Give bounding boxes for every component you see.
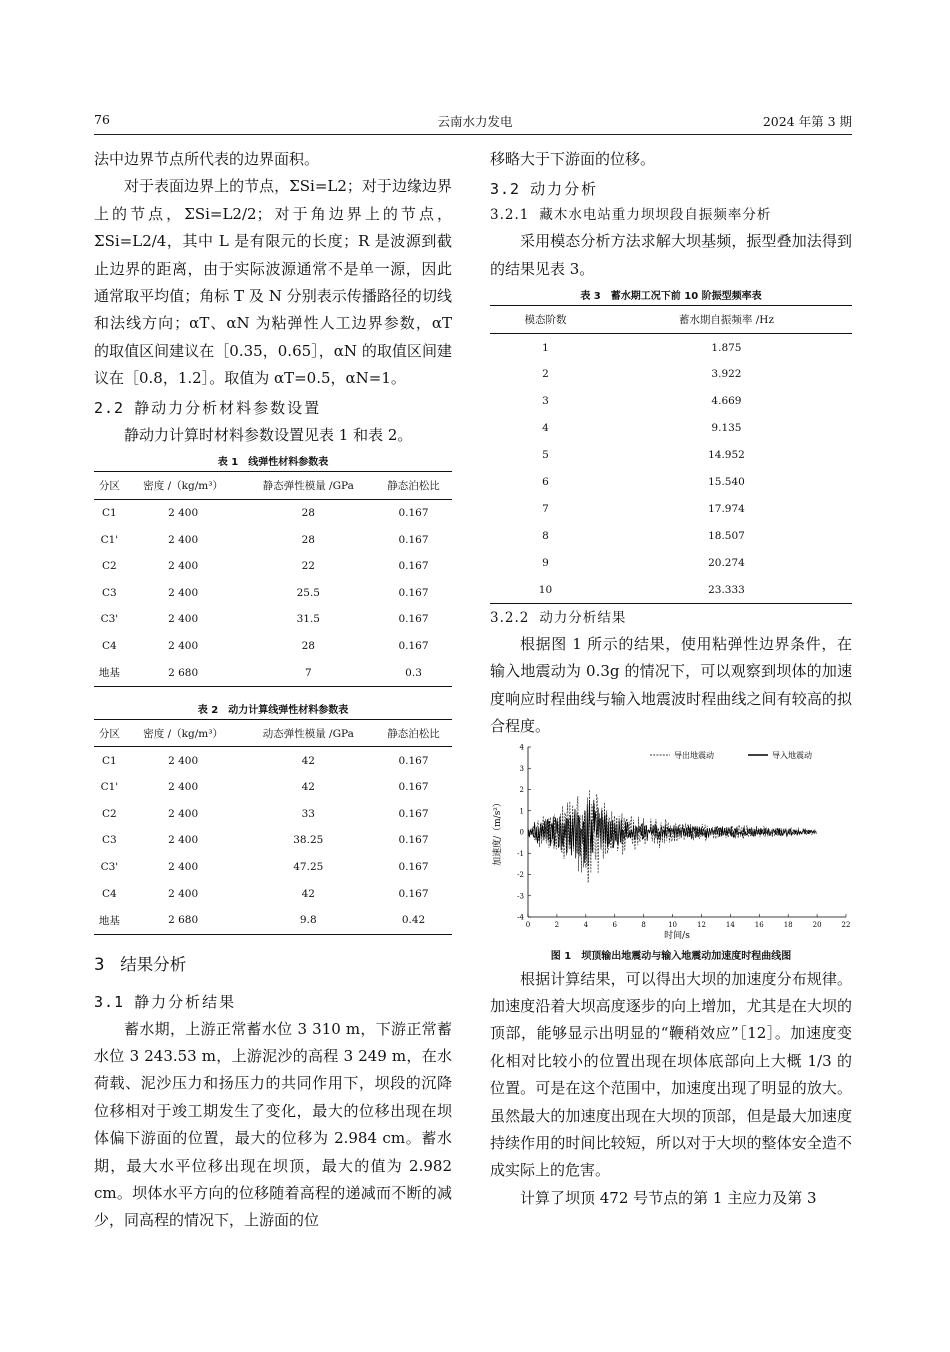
table-cell: C3' <box>100 861 119 874</box>
table-header-cell: 分区 <box>98 727 120 740</box>
section-heading-3-2-2 <box>490 606 852 631</box>
table-cell: C3 <box>102 834 117 847</box>
section-number: 3 <box>94 954 105 974</box>
table-cell: C4 <box>102 639 117 652</box>
table-header-cell: 密度 /（kg/m³） <box>143 727 223 740</box>
table-row <box>94 579 452 606</box>
table-row <box>94 499 452 526</box>
table-row <box>490 522 852 549</box>
table-cell: C2 <box>102 560 117 573</box>
section-title: 静动力分析材料参数设置 <box>134 398 322 417</box>
acceleration-time-chart <box>490 741 852 941</box>
table-cell: 1.875 <box>711 341 742 354</box>
paragraph: 根据图 1 所示的结果，使用粘弹性边界条件，在输入地震动为 0.3g 的情况下，可以观察到坝体的加速度响应时程曲线与输入地震波时程曲线之间有较高的拟合程度。 <box>490 635 852 736</box>
table-cell: 9.8 <box>299 914 317 927</box>
y-tick-label: -1 <box>517 849 524 858</box>
table-cell: 2 400 <box>168 506 199 519</box>
table-cell: 28 <box>301 506 315 519</box>
x-tick-label: 18 <box>783 920 793 929</box>
x-tick-label: 14 <box>725 920 735 929</box>
table-row <box>94 633 452 660</box>
table-cell: 18.507 <box>708 529 745 542</box>
table-cell: 8 <box>542 529 549 542</box>
table-cell: 0.167 <box>398 781 429 794</box>
table-cell: 15.540 <box>708 476 745 488</box>
table-cell: 31.5 <box>296 613 320 626</box>
x-tick-label: 4 <box>583 920 589 929</box>
table-row <box>490 495 852 522</box>
table-cell: 2 400 <box>168 613 199 626</box>
table-cell: 1 <box>542 341 549 354</box>
section-title: 结果分析 <box>120 954 187 974</box>
section-number: 3.2 <box>490 180 521 199</box>
table-cell: 3.922 <box>711 368 742 381</box>
table-header-cell: 密度 /（kg/m³） <box>143 479 223 492</box>
table-row <box>94 659 452 686</box>
issue-label: 2024 年第 3 期 <box>762 114 852 129</box>
table-2-caption: 表 2 动力计算线弹性材料参数表 <box>197 704 349 716</box>
table-cell: C2 <box>102 807 117 820</box>
table-cell: 2 680 <box>168 666 199 679</box>
section-title: 静力分析结果 <box>134 992 237 1011</box>
table-row <box>490 415 852 442</box>
table-cell: 0.167 <box>398 586 429 599</box>
table-header-cell: 动态弹性模量 /GPa <box>262 727 354 740</box>
y-tick-label: 3 <box>519 764 524 773</box>
table-header-cell: 模态阶数 <box>524 314 567 327</box>
paragraph: 法中边界节点所代表的边界面积。 <box>94 150 320 168</box>
table-cell: C1' <box>100 533 119 546</box>
table-cell: 0.167 <box>398 613 429 626</box>
table-cell: C3' <box>100 613 119 626</box>
paragraph: 采用模态分析方法求解大坝基频，振型叠加法得到的结果见表 3。 <box>490 232 852 278</box>
legend-label: 导入地震动 <box>772 750 812 760</box>
table-row <box>94 854 452 881</box>
table-cell: 25.5 <box>296 586 320 599</box>
table-cell: 7 <box>304 666 312 679</box>
table-cell: 地基 <box>98 667 120 680</box>
table-cell: 0.167 <box>398 506 429 519</box>
left-column <box>94 146 452 1235</box>
y-tick-label: 4 <box>519 743 524 752</box>
table-cell: 2 400 <box>168 586 199 599</box>
table-2 <box>94 719 452 935</box>
table-header-cell: 静态弹性模量 /GPa <box>262 479 354 492</box>
y-tick-label: -4 <box>517 913 524 922</box>
table-cell: 2 680 <box>168 914 199 927</box>
table-row <box>94 827 452 854</box>
table-row <box>490 469 852 496</box>
table-cell: 2 400 <box>168 807 199 820</box>
table-row <box>94 553 452 580</box>
table-cell: 23.333 <box>708 583 745 596</box>
x-tick-label: 6 <box>612 920 617 929</box>
x-tick-label: 12 <box>696 920 706 929</box>
table-cell: 4 <box>542 422 549 435</box>
table-cell: 2 400 <box>168 861 199 874</box>
table-cell: C4 <box>102 887 117 900</box>
table-cell: 14.952 <box>708 449 745 462</box>
y-tick-label: -2 <box>517 870 524 879</box>
table-row <box>94 526 452 553</box>
paragraph: 计算了坝顶 472 号节点的第 1 主应力及第 3 <box>520 1188 817 1207</box>
table-cell: 0.167 <box>398 533 429 546</box>
y-tick-label: -3 <box>517 891 524 900</box>
section-heading-2-2 <box>94 395 452 422</box>
table-header-cell: 静态泊松比 <box>387 479 440 492</box>
table-cell: 2 400 <box>168 887 199 900</box>
table-row <box>94 907 452 934</box>
table-cell: 2 400 <box>168 834 199 847</box>
section-number: 2.2 <box>94 398 125 417</box>
section-heading-3-1 <box>94 989 452 1016</box>
table-cell: 2 400 <box>168 639 199 652</box>
paragraph: 对于表面边界上的节点，ΣSi=L2；对于边缘边界上的节点，ΣSi=L2/2；对于角边界上的节点，ΣSi=L2/4，其中 L 是有限元的长度；R 是波源到截止边界的距离，由于实际波源通常不是单一源，因此通常取平均值；角标 T 及 N 分别表示传播路径的切线和法线方向；αT、αN 为粘弹性人工边界参数，αT 的取值区间建议在［0.35，0.65］，αN 的取值区间建议在［0.8，1.2］。取值为 αT=0.5，αN=1。 <box>94 177 452 388</box>
section-number: 3.2.2 <box>490 610 530 627</box>
table-cell: 0.42 <box>401 914 426 927</box>
table-cell: 0.167 <box>398 887 429 900</box>
table-row <box>94 606 452 633</box>
table-cell: 17.974 <box>708 502 745 515</box>
table-cell: C1 <box>102 506 117 519</box>
table-cell: 22 <box>301 560 315 573</box>
x-axis-label: 时间/s <box>664 930 690 941</box>
y-tick-label: 2 <box>519 785 524 794</box>
table-cell: 20.274 <box>708 556 745 569</box>
table-cell: 42 <box>301 754 315 767</box>
y-tick-label: 1 <box>519 806 524 815</box>
table-row <box>94 774 452 801</box>
table-cell: 7 <box>542 502 549 515</box>
table-cell: 5 <box>542 449 549 462</box>
table-cell: 0.167 <box>398 639 429 652</box>
x-tick-label: 0 <box>525 920 531 929</box>
table-row <box>490 361 852 388</box>
table-cell: C3 <box>102 586 117 599</box>
header-rule <box>94 134 852 135</box>
paragraph: 移略大于下游面的位移。 <box>490 150 656 168</box>
table-cell: 地基 <box>98 914 120 927</box>
table-cell: 0.167 <box>398 560 429 573</box>
table-row <box>490 388 852 415</box>
table-cell: 2 400 <box>168 781 199 794</box>
table-cell: 0.167 <box>398 754 429 767</box>
table-row <box>490 334 852 361</box>
x-tick-label: 10 <box>668 920 678 929</box>
table-row <box>490 576 852 603</box>
table-row <box>94 747 452 774</box>
table-cell: 42 <box>301 781 315 794</box>
table-cell: 9.135 <box>711 422 742 435</box>
table-cell: 2 400 <box>168 754 199 767</box>
table-cell: 47.25 <box>293 861 324 874</box>
y-axis-label: 加速度/（m/s²） <box>493 797 503 866</box>
series-line-input <box>528 799 816 865</box>
paragraph: 根据计算结果，可以得出大坝的加速度分布规律。加速度沿着大坝高度逐步的向上增加，尤其是在大坝的顶部，能够显示出明显的“鞭稍效应”［12］。加速度变化相对比较小的位置出现在坝体底部向上大概 1/3 的位置。可是在这个范围中，加速度出现了明显的放大。虽然最大的加速度出现在大坝的顶部，但是最大加速度持续作用的时间比较短，所以对于大坝的整体安全造不成实际上的危害。 <box>490 969 852 1180</box>
figure-1-caption: 图 1 坝顶输出地震动与输入地震动加速度时程曲线图 <box>550 950 792 962</box>
journal-title: 云南水力发电 <box>437 114 513 129</box>
section-title: 藏木水电站重力坝坝段自振频率分析 <box>539 207 772 224</box>
section-heading-3 <box>94 945 452 985</box>
table-3 <box>490 305 852 604</box>
section-number: 3.2.1 <box>490 207 530 224</box>
table-3-caption: 表 3 蓄水期工况下前 10 阶振型频率表 <box>580 291 762 303</box>
table-cell: C1 <box>102 754 117 767</box>
table-cell: 10 <box>538 583 553 596</box>
table-cell: 28 <box>301 639 315 652</box>
table-cell: 42 <box>301 887 315 900</box>
table-cell: 2 400 <box>168 560 199 573</box>
section-title: 动力分析 <box>530 180 599 199</box>
paragraph: 静动力计算时材料参数设置见表 1 和表 2。 <box>124 425 413 444</box>
table-header-cell: 蓄水期自振频率 /Hz <box>678 314 774 327</box>
table-cell: 0.167 <box>398 807 429 820</box>
section-title: 动力分析结果 <box>539 610 627 627</box>
section-heading-3-2-1 <box>490 203 852 228</box>
table-header-cell: 分区 <box>98 479 120 492</box>
section-heading-3-2 <box>490 176 852 203</box>
table-cell: 4.669 <box>711 395 742 408</box>
legend-label: 导出地震动 <box>674 750 714 760</box>
right-column <box>490 146 852 1212</box>
table-cell: 0.167 <box>398 834 429 847</box>
table-1-caption: 表 1 线弹性材料参数表 <box>217 457 329 469</box>
table-cell: 3 <box>542 395 549 408</box>
table-1 <box>94 471 452 687</box>
table-cell: C1' <box>100 781 119 794</box>
table-cell: 2 400 <box>168 533 199 546</box>
x-tick-label: 2 <box>554 920 560 929</box>
table-row <box>94 801 452 828</box>
paragraph: 蓄水期，上游正常蓄水位 3 310 m，下游正常蓄水位 3 243.53 m，上游泥沙的高程 3 249 m，在水荷载、泥沙压力和扬压力的共同作用下，坝段的沉降位移相对于竣工期发生了变化，最大的位移出现在坝体偏下游面的位置，最大的位移为 2.984 cm。蓄水期，最大水平位移出现在坝顶，最大的值为 2.982 cm。坝体水平方向的位移随着高程的递减而不断的减少，同高程的情况下，上游面的位 <box>94 1019 452 1230</box>
table-header-cell: 静态泊松比 <box>387 727 440 740</box>
x-tick-label: 22 <box>841 920 851 929</box>
y-tick-label: 0 <box>519 828 524 837</box>
section-number: 3.1 <box>94 992 125 1011</box>
table-cell: 0.167 <box>398 861 429 874</box>
table-cell: 6 <box>542 476 549 488</box>
table-cell: 2 <box>542 368 549 381</box>
table-row <box>490 442 852 469</box>
x-tick-label: 8 <box>641 920 646 929</box>
table-cell: 38.25 <box>293 834 324 847</box>
x-tick-label: 20 <box>812 920 822 929</box>
table-row <box>490 549 852 576</box>
table-cell: 0.3 <box>405 666 422 679</box>
table-cell: 28 <box>301 533 315 546</box>
table-cell: 33 <box>301 807 315 820</box>
table-row <box>94 880 452 907</box>
page-number: 76 <box>94 112 110 127</box>
table-cell: 9 <box>542 556 549 569</box>
x-tick-label: 16 <box>754 920 764 929</box>
